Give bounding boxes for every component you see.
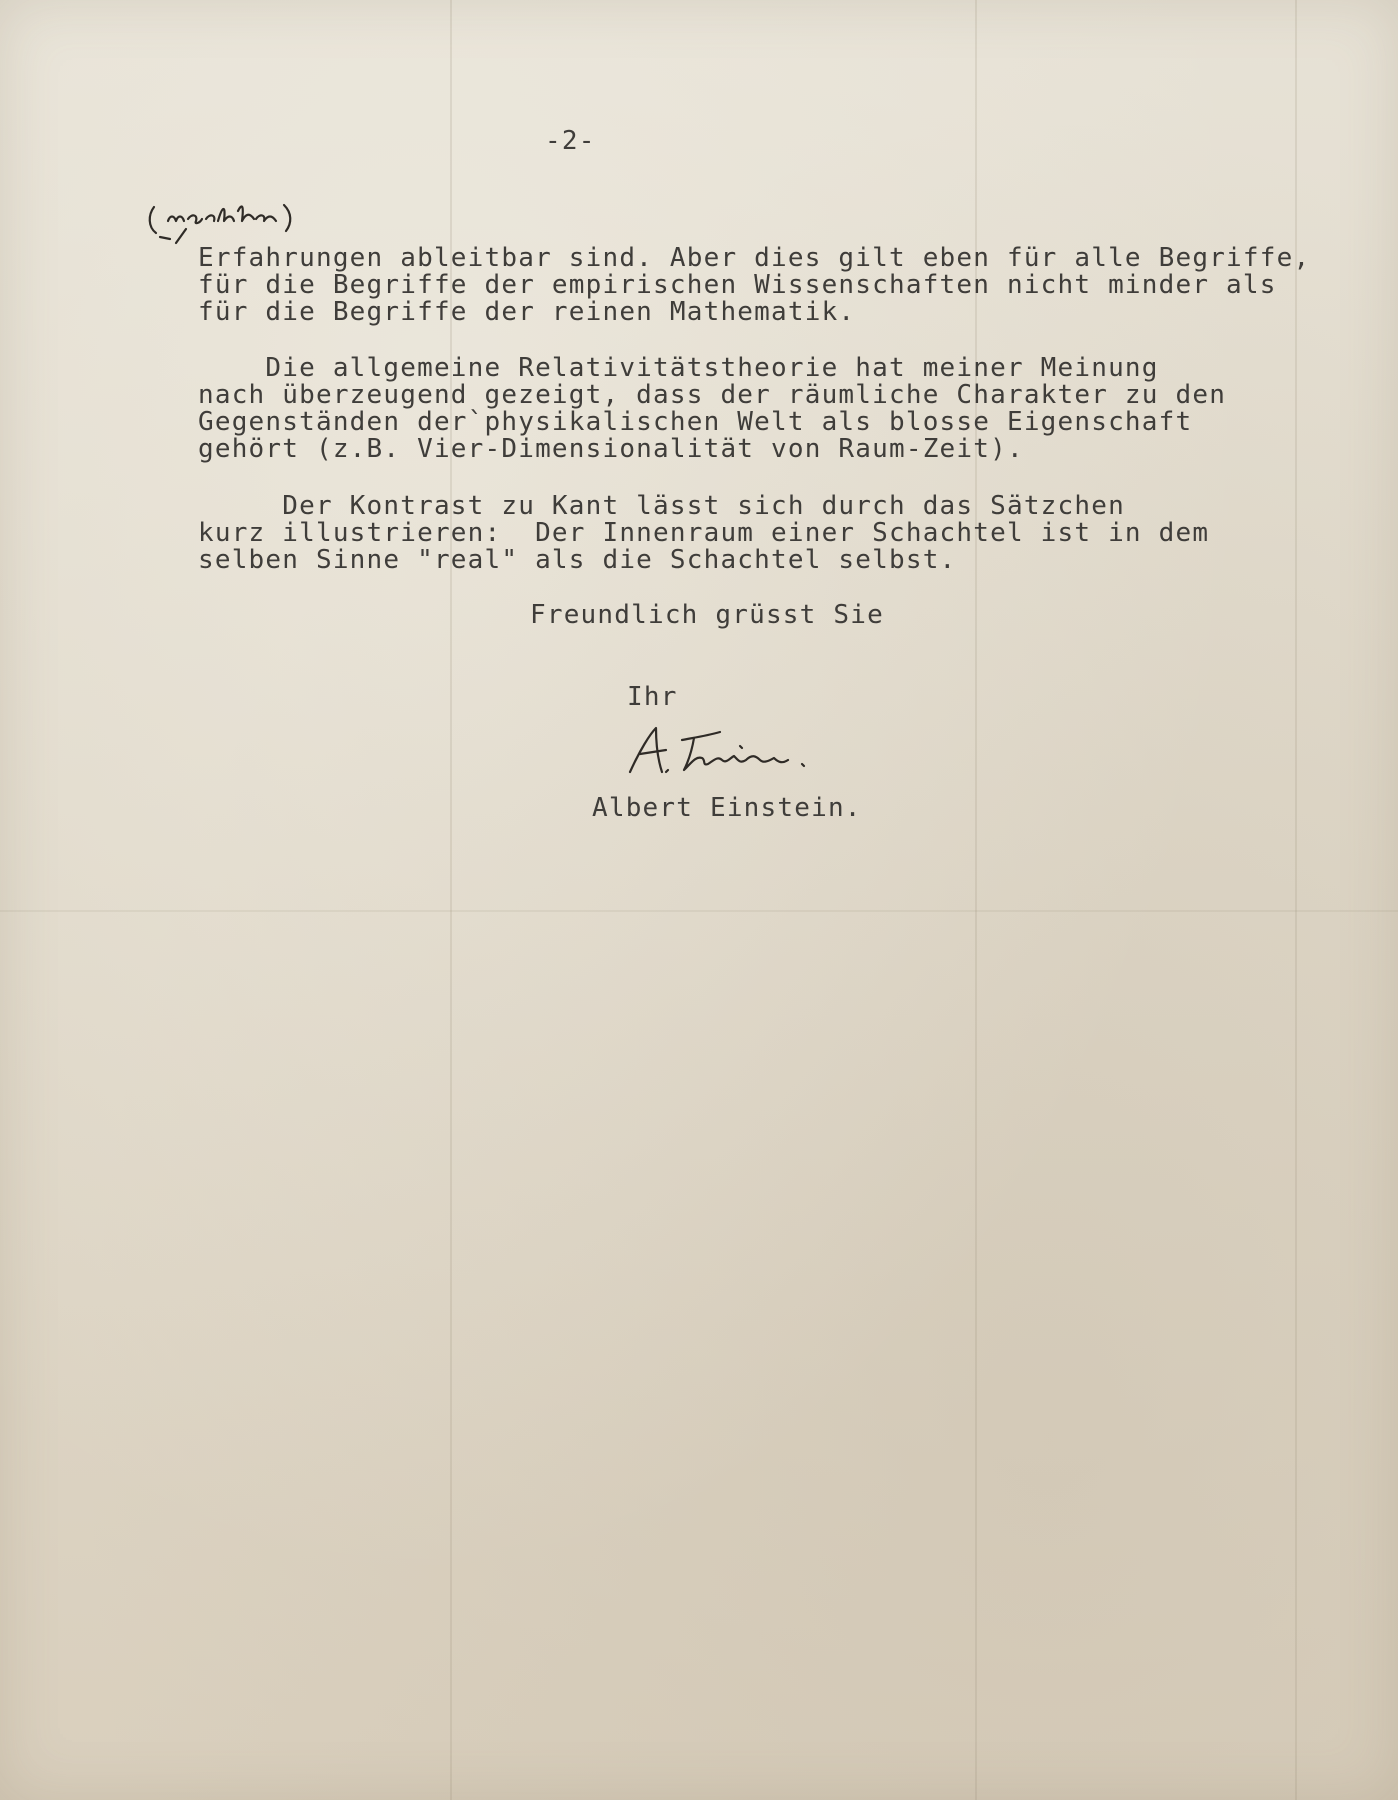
fold-crease-horizontal <box>0 910 1398 912</box>
closing-line: Freundlich grüsst Sie <box>530 600 884 630</box>
paragraph-2-lines <box>198 355 1226 463</box>
text-line: gehört (z.B. Vier-Dimensionalität von Raum-Zeit). <box>198 434 1024 464</box>
text-line: selben Sinne "real" als die Schachtel selbst. <box>198 545 957 575</box>
text-line: Erfahrungen ableitbar sind. Aber dies gilt eben für alle Begriffe, <box>198 243 1311 273</box>
text-line: nach überzeugend gezeigt, dass der räumliche Charakter zu den <box>198 380 1227 410</box>
handwritten-signature <box>622 720 812 782</box>
text-line: Gegenständen der`physikalischen Welt als blosse Eigenschaft <box>198 407 1193 437</box>
text-line: für die Begriffe der reinen Mathematik. <box>198 297 856 327</box>
paragraph-1-lines <box>198 245 1310 326</box>
text-line: für die Begriffe der empirischen Wissenschaften nicht minder als <box>198 270 1277 300</box>
text-line: kurz illustrieren: Der Innenraum einer Schachtel ist in dem <box>198 518 1210 548</box>
page-number: -2- <box>545 126 596 156</box>
text-line: Der Kontrast zu Kant lässt sich durch das Sätzchen <box>198 491 1125 521</box>
salutation: Ihr <box>627 682 678 712</box>
paragraph-3-lines <box>198 493 1209 574</box>
signer-name: Albert Einstein. <box>592 793 862 823</box>
text-line: Die allgemeine Relativitätstheorie hat meiner Meinung <box>198 353 1159 383</box>
